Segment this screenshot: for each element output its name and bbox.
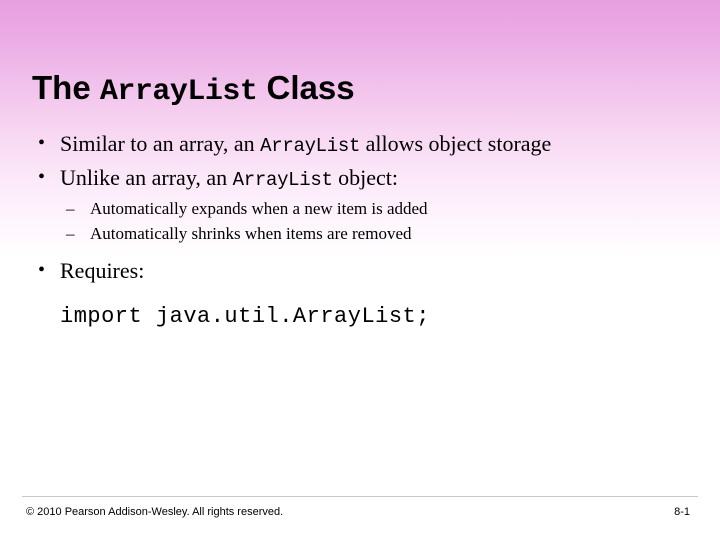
code-snippet: import java.util.ArrayList; <box>60 304 430 330</box>
slide-body <box>34 128 680 329</box>
page-title <box>32 68 680 110</box>
bullet-text-part: Unlike an array, an <box>60 164 233 190</box>
copyright-text: © 2010 Pearson Addison-Wesley. All rights reserved. <box>26 506 284 518</box>
sub-bullet-text: Automatically shrinks when items are removed <box>90 224 412 244</box>
list-item <box>34 255 680 286</box>
list-item <box>34 162 680 194</box>
dash-marker-icon: – <box>66 198 75 218</box>
bullet-marker-icon: • <box>38 132 46 154</box>
page-number: 8-1 <box>674 506 690 518</box>
slide-footer <box>0 496 720 540</box>
bullet-text-part: object: <box>332 164 398 190</box>
footer-divider <box>22 496 698 497</box>
bullet-code-part: ArrayList <box>260 135 361 157</box>
sub-bullet-text: Automatically expands when a new item is added <box>90 198 428 218</box>
dash-marker-icon: – <box>66 224 75 244</box>
bullet-text-part: Similar to an array, an <box>60 131 261 156</box>
bullet-marker-icon: • <box>38 165 46 188</box>
bullet-code-part: ArrayList <box>232 168 333 191</box>
list-item <box>34 128 680 160</box>
list-item <box>34 196 680 222</box>
title-suffix: Class <box>257 69 355 107</box>
list-item <box>34 221 680 247</box>
title-prefix: The <box>32 69 100 107</box>
title-class-name: ArrayList <box>99 75 258 110</box>
bullet-marker-icon: • <box>38 258 46 281</box>
requires-label: Requires: <box>60 257 145 283</box>
bullet-text-part: allows object storage <box>360 131 552 156</box>
